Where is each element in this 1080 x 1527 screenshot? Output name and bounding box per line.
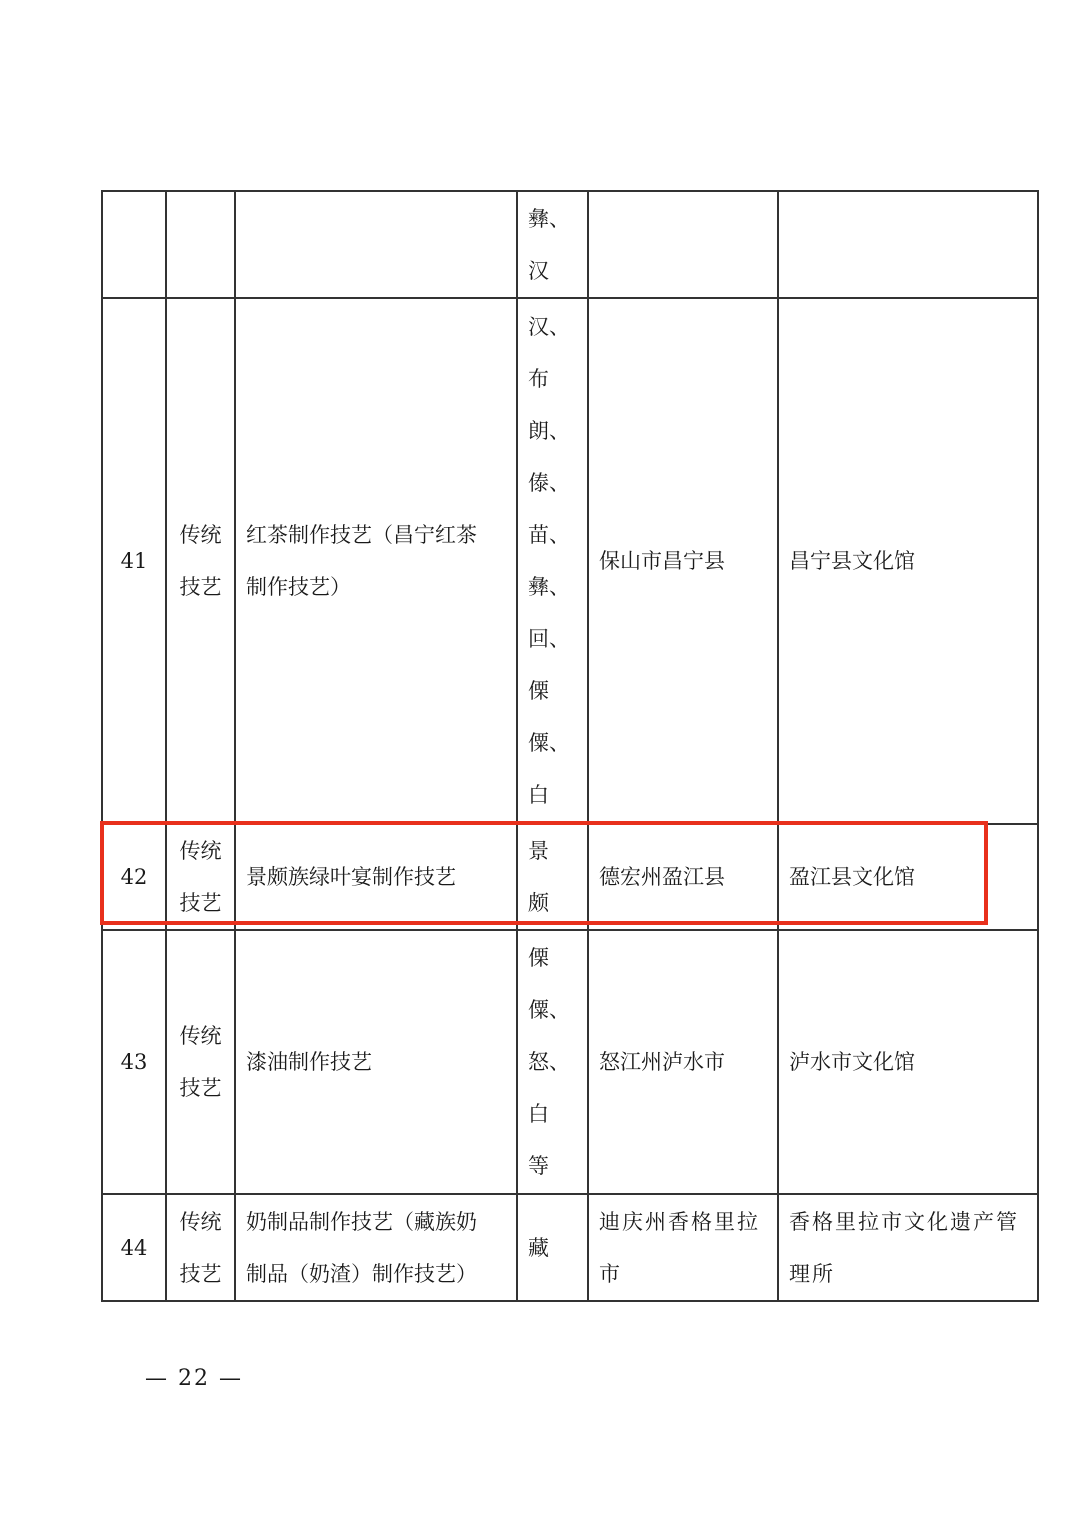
ethnicity-line: 藏 xyxy=(528,1235,549,1260)
category-cell xyxy=(166,191,235,298)
category-line: 传统 xyxy=(179,523,222,547)
project-name-line: 制品（奶渣）制作技艺） xyxy=(246,1261,477,1286)
category-cell xyxy=(166,824,235,930)
ethnicity-line: 白 xyxy=(528,783,549,807)
project-name-cell xyxy=(235,191,517,298)
category-line: 技艺 xyxy=(179,575,222,599)
ethnicity-line: 汉 xyxy=(528,258,549,283)
project-name-line: 景颇族绿叶宴制作技艺 xyxy=(246,865,456,889)
table-row xyxy=(102,191,1038,298)
unit-line: 泸水市文化馆 xyxy=(789,1050,915,1074)
ethnicity-line: 傈 xyxy=(528,679,549,703)
category-line: 技艺 xyxy=(179,1261,222,1286)
project-name-cell xyxy=(235,930,517,1194)
area-line: 怒江州泸水市 xyxy=(599,1050,725,1074)
category-line: 传统 xyxy=(179,839,222,863)
unit-cell xyxy=(778,930,1038,1194)
ethnicity-line: 颇 xyxy=(528,891,549,915)
area-line: 德宏州盈江县 xyxy=(599,865,725,889)
ethnicity-line: 苗、 xyxy=(528,523,570,547)
ethnicity-line: 回、 xyxy=(528,627,570,651)
unit-line: 昌宁县文化馆 xyxy=(789,549,915,573)
ethnicity-line: 白 xyxy=(528,1102,549,1126)
table-row xyxy=(102,824,1038,930)
area-line: 迪庆州香格里拉 xyxy=(599,1209,760,1234)
ethnicity-line: 僳、 xyxy=(528,731,570,755)
page-number: — 22 — xyxy=(145,1366,243,1391)
area-cell xyxy=(588,1194,778,1301)
ethnicity-cell xyxy=(517,930,588,1194)
heritage-table xyxy=(101,190,1039,1302)
category-line: 技艺 xyxy=(179,891,222,915)
unit-cell xyxy=(778,191,1038,298)
project-name-line: 奶制品制作技艺（藏族奶 xyxy=(246,1209,477,1234)
ethnicity-line: 等 xyxy=(528,1154,549,1178)
ethnicity-line: 汉、 xyxy=(528,315,570,339)
row-number: 41 xyxy=(102,298,166,824)
ethnicity-line: 傣、 xyxy=(528,471,570,495)
table-row xyxy=(102,1194,1038,1301)
area-cell xyxy=(588,930,778,1194)
category-cell xyxy=(166,298,235,824)
ethnicity-line: 彝、 xyxy=(528,206,570,231)
area-cell xyxy=(588,191,778,298)
ethnicity-line: 怒、 xyxy=(528,1050,570,1074)
area-line: 市 xyxy=(599,1261,622,1286)
project-name-line: 漆油制作技艺 xyxy=(246,1050,372,1074)
ethnicity-cell xyxy=(517,1194,588,1301)
unit-line: 理所 xyxy=(789,1261,835,1286)
category-cell xyxy=(166,930,235,1194)
row-number xyxy=(102,191,166,298)
row-number: 44 xyxy=(102,1194,166,1301)
project-name-line: 制作技艺） xyxy=(246,575,351,599)
unit-cell xyxy=(778,298,1038,824)
ethnicity-line: 彝、 xyxy=(528,575,570,599)
row-number: 43 xyxy=(102,930,166,1194)
ethnicity-line: 朗、 xyxy=(528,419,570,443)
ethnicity-cell xyxy=(517,191,588,298)
project-name-cell xyxy=(235,298,517,824)
ethnicity-line: 僳、 xyxy=(528,998,570,1022)
category-line: 技艺 xyxy=(179,1076,222,1100)
project-name-line: 红茶制作技艺（昌宁红茶 xyxy=(246,523,477,547)
unit-cell xyxy=(778,824,1038,930)
category-line: 传统 xyxy=(179,1209,222,1234)
ethnicity-line: 布 xyxy=(528,367,549,391)
category-cell xyxy=(166,1194,235,1301)
area-line: 保山市昌宁县 xyxy=(599,549,725,573)
ethnicity-cell xyxy=(517,298,588,824)
ethnicity-line: 傈 xyxy=(528,946,549,970)
ethnicity-line: 景 xyxy=(528,839,549,863)
area-cell xyxy=(588,298,778,824)
unit-cell xyxy=(778,1194,1038,1301)
category-line: 传统 xyxy=(179,1024,222,1048)
project-name-cell xyxy=(235,1194,517,1301)
table-row xyxy=(102,298,1038,824)
unit-line: 香格里拉市文化遗产管 xyxy=(789,1209,1019,1234)
project-name-cell xyxy=(235,824,517,930)
ethnicity-cell xyxy=(517,824,588,930)
area-cell xyxy=(588,824,778,930)
row-number: 42 xyxy=(102,824,166,930)
unit-line: 盈江县文化馆 xyxy=(789,865,915,889)
table-row xyxy=(102,930,1038,1194)
